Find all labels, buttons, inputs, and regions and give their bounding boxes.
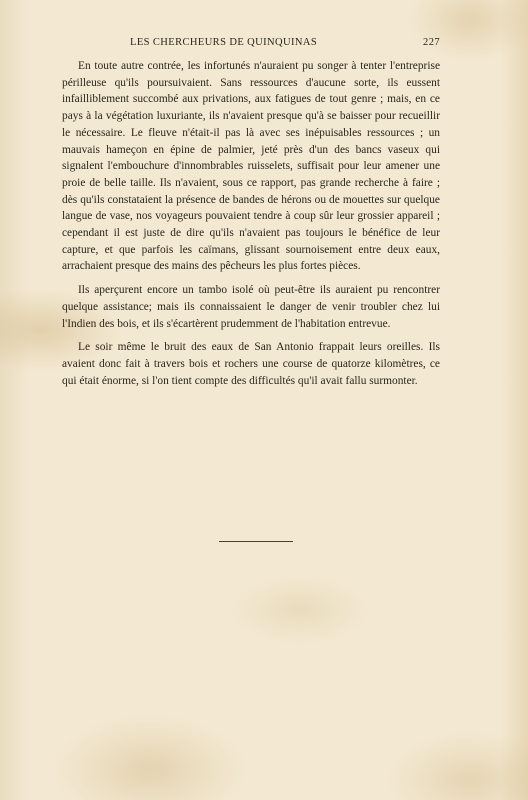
running-title: LES CHERCHEURS DE QUINQUINAS	[130, 37, 318, 48]
paragraph: Le soir même le bruit des eaux de San Antonio frappait leurs oreilles. Ils avaient donc fait à travers bois et rochers une course de quatorze kilomètres, ce qui était énorme, si l'on tient compte des difficultés qu'il avait fallu surmonter.	[62, 341, 440, 387]
paragraph: Ils aperçurent encore un tambo isolé où peut-être ils auraient pu rencontrer quelque assistance; mais ils connaissaient le danger de venir troubler chez lui l'Indien des bois, et ils s'écartèrent prudemment de l'habitation entrevue.	[62, 284, 440, 330]
page-number: 227	[423, 37, 440, 48]
section-end-rule	[219, 541, 293, 542]
body-text	[62, 58, 440, 396]
paragraph: En toute autre contrée, les infortunés n'auraient pu songer à tenter l'entreprise périlleuse qu'ils poursuivaient. Sans ressources d'aucune sorte, ils eussent infailliblement succombé aux privations, aux fatigues de tout genre ; mais, en ce pays à la végétation luxuriante, ils n'avaient presque qu'à se baisser pour recueillir le nécessaire. Le fleuve n'était-il pas là avec ses inépuisables ressources ; un mauvais hameçon en épine de palmier, jeté près d'un des bancs vaseux qui signalent l'embouchure d'innombrables ruisselets, suffisait pour leur amener une proie de belle taille. Ils n'avaient, sous ce rapport, pas grande recherche à faire ; dès qu'ils constataient la présence de bandes de hérons ou de mouettes sur quelque langue de vase, nos voyageurs pouvaient tendre à coup sûr leur grossier appareil ; cependant il est juste de dire qu'ils n'avaient pas toujours le bénéfice de leur capture, et que parfois les caïmans, glissant sournoisement entre deux eaux, arrachaient presque des mains des pêcheurs les plus fortes pièces.	[62, 60, 440, 273]
